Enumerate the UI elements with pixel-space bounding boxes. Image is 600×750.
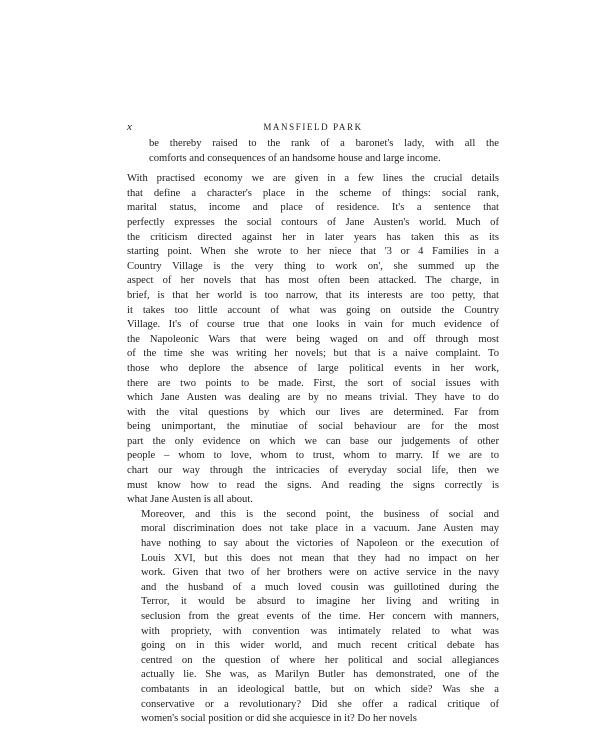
text-line: With practised economy we are given in a few lines the crucial details	[127, 173, 499, 185]
text-line: which Jane Austen was dealing are by no means trivial. They have to do	[127, 392, 499, 404]
text-line: moral discrimination does not take place in a vacuum. Jane Austen may	[141, 523, 499, 535]
page-number: x	[127, 121, 133, 133]
text-line: brief, is that her world is too narrow, that its interests are too petty, that	[127, 289, 499, 301]
text-line: seclusion from the great events of the time. Her concern with manners,	[141, 611, 499, 622]
text-line: Village. It's of course true that one looks in vain for much evidence of	[127, 319, 499, 331]
text-line: have nothing to say about the victories of Napoleon or the execution of	[141, 538, 499, 550]
text-line: going on in this wider world, and much recent critical debate has	[141, 640, 499, 652]
text-line: must know how to read the signs. And reading the signs correctly is	[127, 479, 499, 491]
quote-line: be thereby raised to the rank of a baronet's lady, with all the	[149, 138, 499, 149]
text-line: women's social position or did she acquiesce in it? Do her novels	[141, 713, 417, 725]
text-line: with the vital questions by which our lives are determined. Far from	[127, 406, 499, 418]
text-line: chart our way through the intricacies of everyday social life, then we	[127, 465, 499, 477]
quote-line: comforts and consequences of an handsome house and large income.	[149, 152, 441, 164]
text-line: the Napoleonic Wars that were being waged on and off through most	[127, 333, 499, 345]
text-line: aspect of her novels that has most often been attacked. The charge, in	[127, 275, 499, 287]
paragraph	[127, 508, 499, 727]
text-line: perfectly expresses the social contours of Jane Austen's world. Much of	[127, 216, 499, 228]
text-line: of the time she was writing her novels; but that is a naive complaint. To	[127, 348, 499, 360]
text-line: combatants in an ideological battle, but on which side? Was she a	[141, 683, 499, 695]
text-line: people – whom to love, whom to trust, whom to marry. If we are to	[127, 450, 499, 462]
text-line: the criticism directed against her in later years has taken this as its	[127, 231, 499, 243]
block-quote	[149, 137, 499, 166]
text-line: with propriety, with convention was intimately related to what was	[141, 625, 499, 637]
text-line: what Jane Austen is all about.	[127, 494, 253, 506]
body-text	[127, 137, 499, 727]
text-line: that define a character's place in the scheme of things: social rank,	[127, 187, 499, 199]
text-line: Louis XVI, but this does not mean that they had no impact on her	[141, 552, 499, 564]
book-title: MANSFIELD PARK	[263, 122, 363, 132]
text-line: there are two points to be made. First, the sort of social issues with	[127, 377, 499, 389]
text-line: actually lie. She was, as Marilyn Butler has demonstrated, one of the	[141, 669, 499, 681]
text-line: centred on the question of where her political and social allegiances	[141, 654, 499, 666]
text-line: conservative or a revolutionary? Did she offer a radical critique of	[141, 698, 499, 710]
paragraph	[127, 172, 499, 508]
text-line: marital status, income and place of residence. It's a sentence that	[127, 202, 499, 214]
text-line: being unimportant, the minutiae of social behaviour are for the most	[127, 421, 499, 433]
text-line: starting point. When she wrote to her niece that '3 or 4 Families in a	[127, 246, 499, 258]
text-line: and the husband of a much loved cousin was guillotined during the	[141, 581, 499, 593]
running-head	[127, 120, 499, 134]
text-line: Country Village is the very thing to work on', she summed up the	[127, 260, 499, 272]
text-line: it takes too little account of what was going on outside the Country	[127, 304, 499, 316]
text-line: part the only evidence on which we can base our judgements of other	[127, 435, 499, 447]
text-line: Moreover, and this is the second point, the business of social and	[141, 508, 499, 520]
text-line: Terror, it would be absurd to imagine her living and writing in	[141, 596, 499, 608]
text-line: those who deplore the absence of large political events in her work,	[127, 362, 499, 374]
text-line: work. Given that two of her brothers were on active service in the navy	[141, 567, 499, 579]
